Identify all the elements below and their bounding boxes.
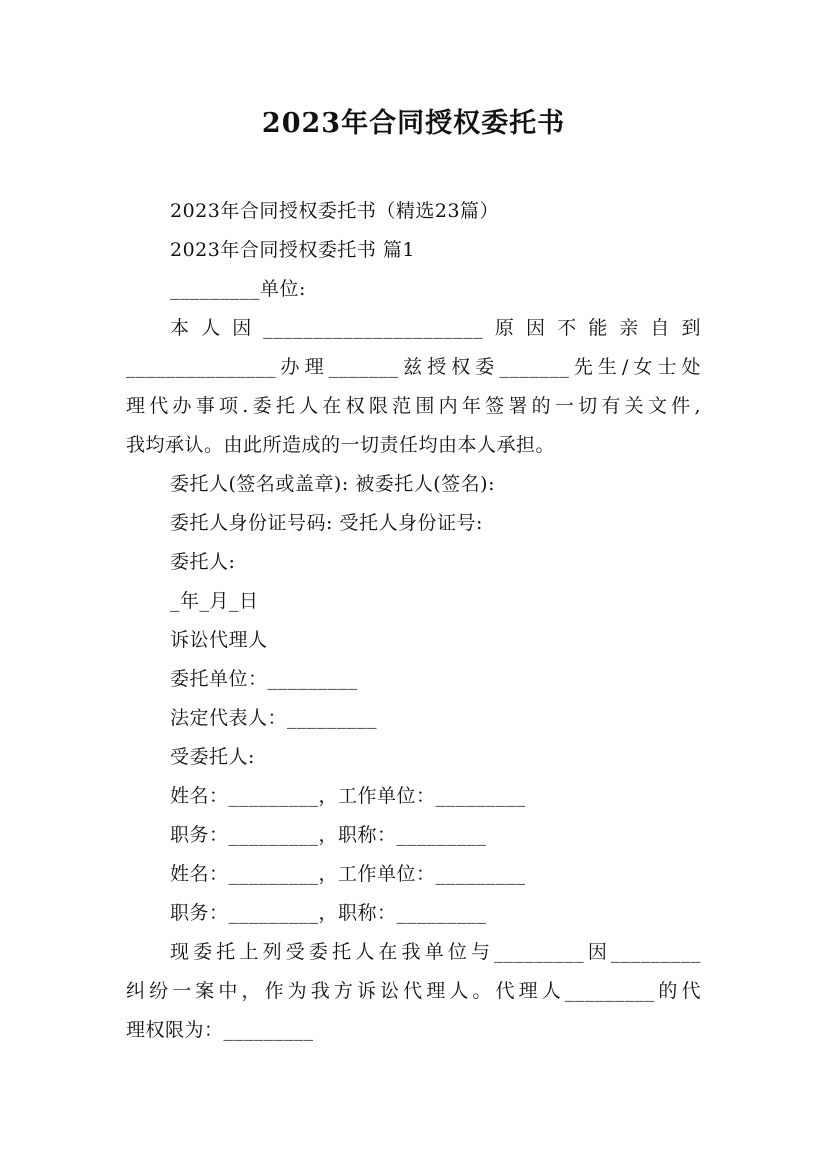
form-line: 姓名：_________，工作单位：_________ bbox=[170, 785, 526, 807]
document-title: 2023年合同授权委托书 bbox=[261, 108, 566, 139]
form-line: 委托单位：_________ bbox=[170, 668, 358, 690]
paragraph-line: 理代办事项.委托人在权限范围内年签署的一切有关文件, bbox=[126, 395, 701, 417]
unit-line: _________单位: bbox=[170, 278, 306, 300]
form-line: 职务：_________，职称：_________ bbox=[170, 902, 487, 924]
paragraph-line: 理权限为：_________ bbox=[126, 1019, 314, 1041]
subtitle-line: 2023年合同授权委托书（精选23篇） bbox=[170, 200, 500, 222]
paragraph-line: _______________办理_______兹授权委_______先生/女士处 bbox=[126, 356, 701, 378]
paragraph-line: 本人因______________________原因不能亲自到 bbox=[170, 317, 701, 339]
form-line: 姓名：_________，工作单位：_________ bbox=[170, 863, 526, 885]
paragraph-line: 我均承认。由此所造成的一切责任均由本人承担。 bbox=[126, 434, 556, 456]
date-line: _年_月_日 bbox=[170, 590, 259, 612]
signature-line: 委托人(签名或盖章): 被委托人(签名): bbox=[170, 473, 495, 495]
paragraph-line: 纠纷一案中，作为我方诉讼代理人。代理人_________的代 bbox=[126, 980, 701, 1002]
paragraph-line: 现委托上列受委托人在我单位与_________因_________ bbox=[170, 941, 701, 963]
section-heading: 2023年合同授权委托书 篇1 bbox=[170, 239, 415, 261]
id-number-line: 委托人身份证号码: 受托人身份证号: bbox=[170, 512, 483, 534]
section-heading: 诉讼代理人 bbox=[170, 629, 268, 651]
form-line: 受委托人: bbox=[170, 746, 255, 768]
form-line: 职务：_________，职称：_________ bbox=[170, 824, 487, 846]
form-line: 法定代表人：_________ bbox=[170, 707, 378, 729]
principal-line: 委托人: bbox=[170, 551, 236, 573]
